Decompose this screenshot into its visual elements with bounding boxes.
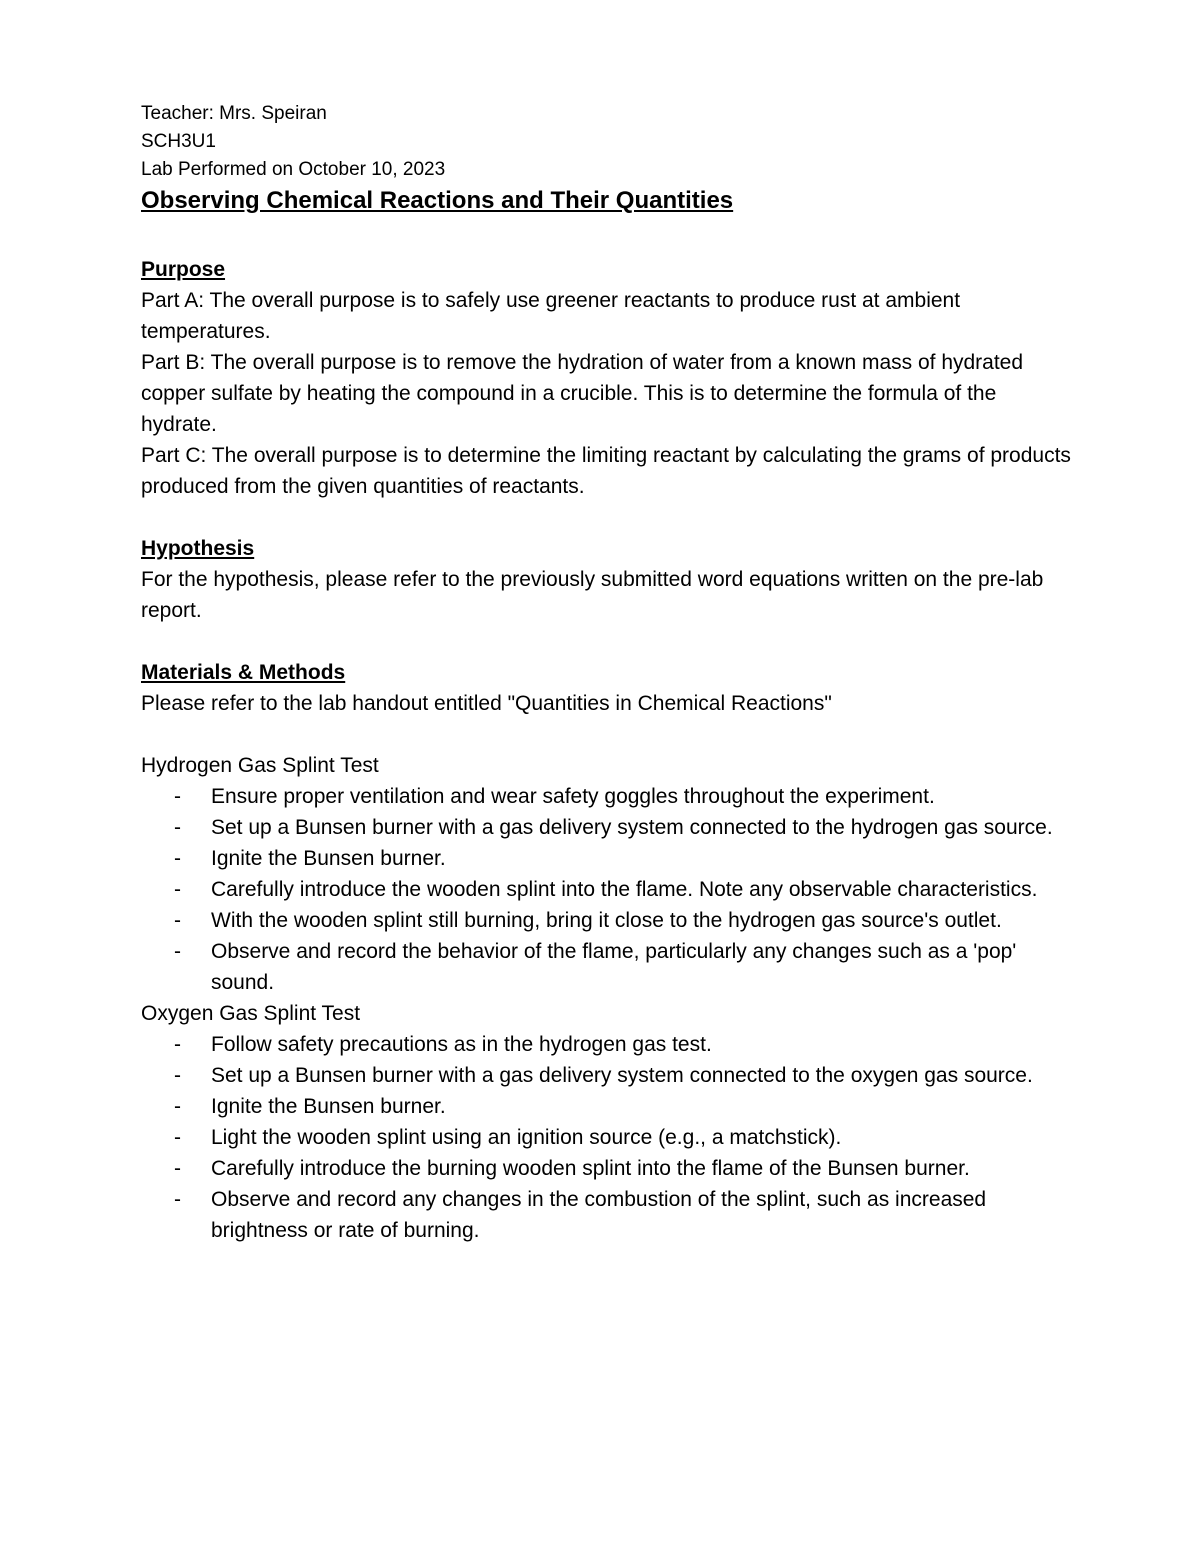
spacer — [141, 719, 1071, 750]
list-item — [141, 1029, 1071, 1060]
step-text: Observe and record any changes in the combustion of the splint, such as increased brightness or rate of burning. — [211, 1188, 987, 1242]
step-text: Set up a Bunsen burner with a gas delivery system connected to the hydrogen gas source. — [211, 816, 1053, 839]
list-item — [141, 1153, 1071, 1184]
dash-bullet: - — [174, 909, 181, 932]
materials-text: Please refer to the lab handout entitled "Quantities in Chemical Reactions" — [141, 692, 832, 715]
step-text: Ignite the Bunsen burner. — [211, 1095, 446, 1118]
list-item — [141, 1060, 1071, 1091]
hypothesis-text: For the hypothesis, please refer to the previously submitted word equations written on the pre-lab report. — [141, 568, 1044, 622]
step-text: Light the wooden splint using an ignition source (e.g., a matchstick). — [211, 1126, 842, 1149]
document-title: Observing Chemical Reactions and Their Quantities — [141, 187, 734, 214]
dash-bullet: - — [174, 816, 181, 839]
hydrogen-test-title: Hydrogen Gas Splint Test — [141, 754, 379, 777]
step-text: Follow safety precautions as in the hydrogen gas test. — [211, 1033, 712, 1056]
teacher-line: Teacher: Mrs. Speiran — [141, 103, 327, 124]
purpose-part-c: Part C: The overall purpose is to determine the limiting reactant by calculating the grams of products produced from the given quantities of reactants. — [141, 444, 1071, 498]
hypothesis-heading: Hypothesis — [141, 537, 255, 560]
purpose-part-a: Part A: The overall purpose is to safely use greener reactants to produce rust at ambient temperatures. — [141, 289, 961, 343]
step-text: Carefully introduce the wooden splint into the flame. Note any observable characteristics. — [211, 878, 1038, 901]
dash-bullet: - — [174, 878, 181, 901]
spacer — [141, 626, 1071, 657]
list-item — [141, 936, 1071, 998]
dash-bullet: - — [174, 940, 181, 963]
spacer — [141, 218, 1071, 254]
list-item — [141, 812, 1071, 843]
list-item — [141, 1184, 1071, 1246]
purpose-part-b: Part B: The overall purpose is to remove the hydration of water from a known mass of hydrated copper sulfate by heating the compound in a crucible. This is to determine the formula of the hydrate. — [141, 351, 1024, 436]
dash-bullet: - — [174, 1157, 181, 1180]
step-text: Set up a Bunsen burner with a gas delivery system connected to the oxygen gas source. — [211, 1064, 1033, 1087]
dash-bullet: - — [174, 1095, 181, 1118]
list-item — [141, 1122, 1071, 1153]
step-text: Ignite the Bunsen burner. — [211, 847, 446, 870]
step-text: Carefully introduce the burning wooden splint into the flame of the Bunsen burner. — [211, 1157, 970, 1180]
dash-bullet: - — [174, 847, 181, 870]
hydrogen-test-steps — [141, 781, 1071, 998]
dash-bullet: - — [174, 1188, 181, 1211]
list-item — [141, 843, 1071, 874]
purpose-heading: Purpose — [141, 258, 226, 281]
step-text: With the wooden splint still burning, bring it close to the hydrogen gas source's outlet. — [211, 909, 1002, 932]
oxygen-test-steps — [141, 1029, 1071, 1246]
step-text: Ensure proper ventilation and wear safety goggles throughout the experiment. — [211, 785, 935, 808]
lab-date: Lab Performed on October 10, 2023 — [141, 159, 446, 180]
list-item — [141, 874, 1071, 905]
course-code: SCH3U1 — [141, 131, 216, 152]
dash-bullet: - — [174, 1064, 181, 1087]
list-item — [141, 1091, 1071, 1122]
list-item — [141, 905, 1071, 936]
spacer — [141, 502, 1071, 533]
dash-bullet: - — [174, 1126, 181, 1149]
oxygen-test-title: Oxygen Gas Splint Test — [141, 1002, 361, 1025]
dash-bullet: - — [174, 785, 181, 808]
materials-heading: Materials & Methods — [141, 661, 346, 684]
document-page — [141, 100, 1071, 1246]
step-text: Observe and record the behavior of the flame, particularly any changes such as a 'pop' sound. — [211, 940, 1017, 994]
dash-bullet: - — [174, 1033, 181, 1056]
list-item — [141, 781, 1071, 812]
